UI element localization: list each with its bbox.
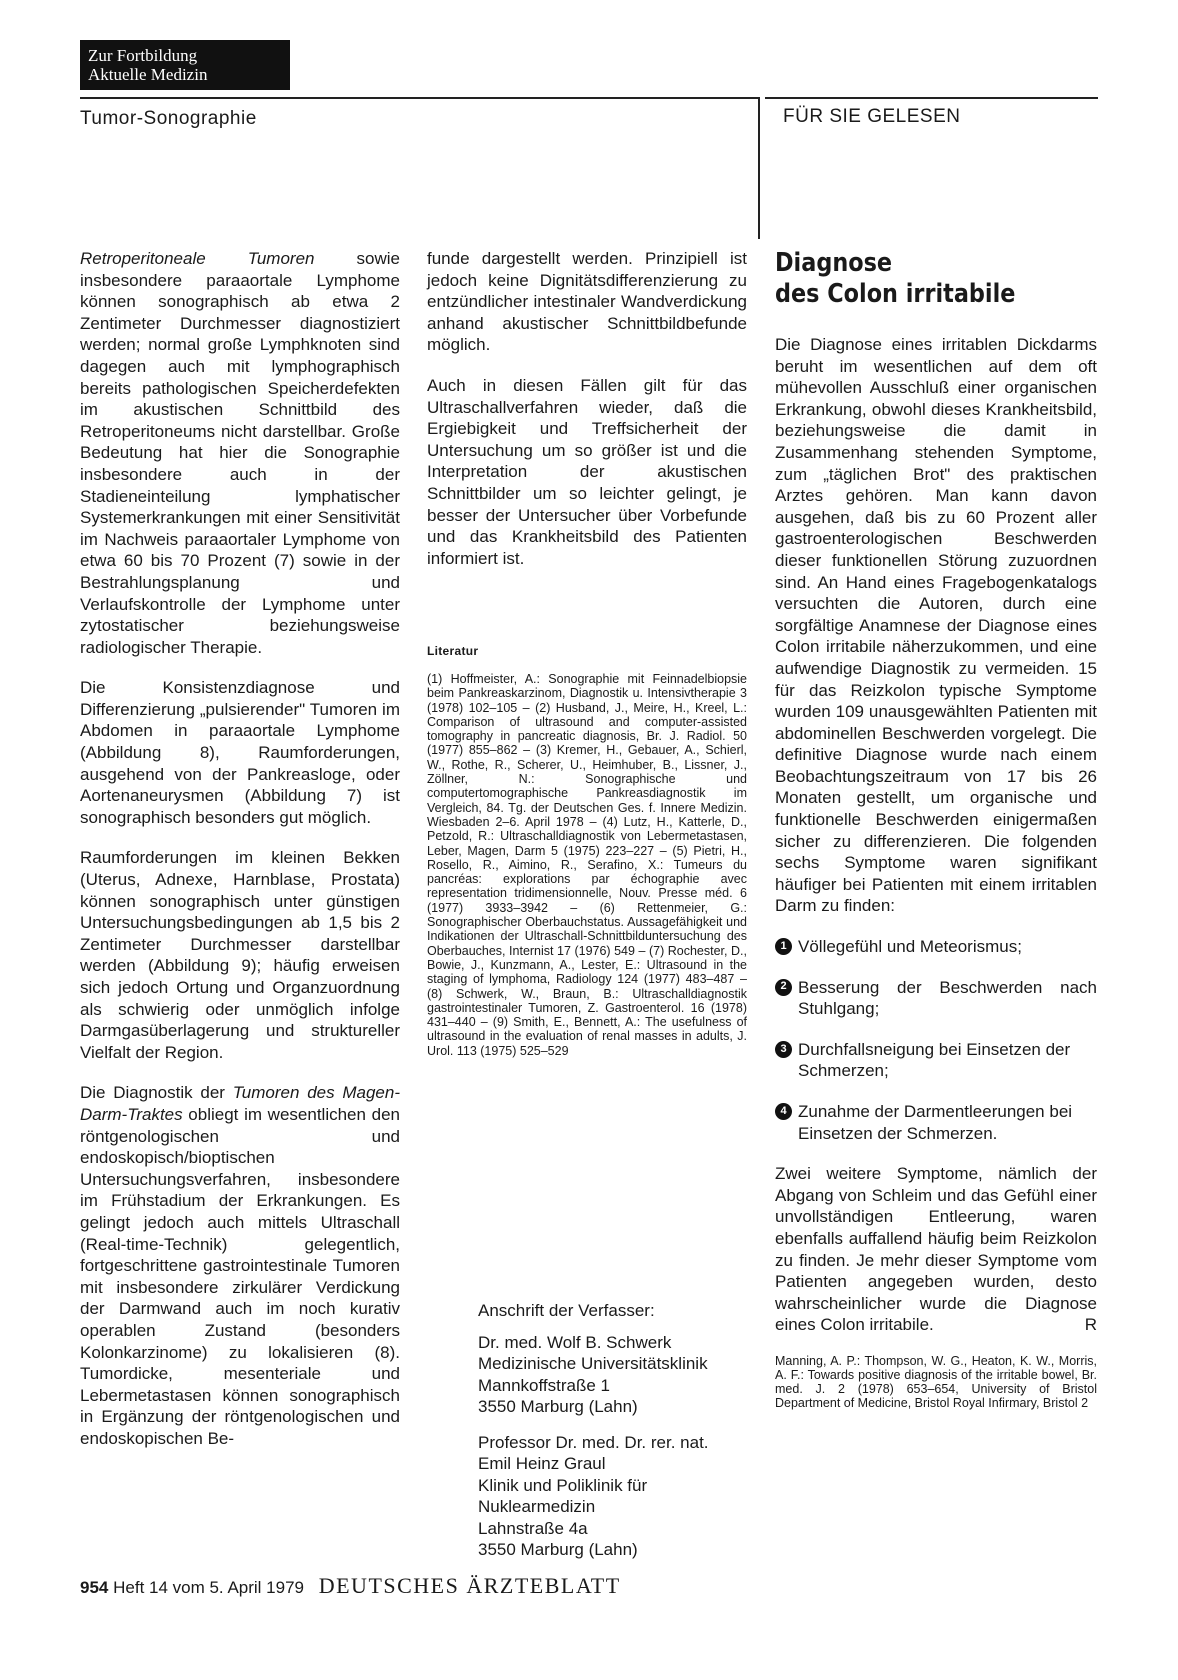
address-line: Lahnstraße 4a (478, 1518, 588, 1538)
journal-masthead: DEUTSCHES ÄRZTEBLATT (318, 1573, 621, 1598)
article-column-1 (80, 248, 400, 1449)
issue-info: Heft 14 vom 5. April 1979 (113, 1578, 304, 1597)
address-line: Professor Dr. med. Dr. rer. nat. (478, 1432, 709, 1452)
address-line: Klinik und Poliklinik für (478, 1475, 648, 1495)
references-heading: Literatur (427, 644, 479, 658)
header-rule-right (765, 97, 1098, 99)
paragraph-text: Die Diagnostik der (80, 1083, 233, 1103)
list-item (775, 936, 1097, 958)
paragraph: Auch in diesen Fällen gilt für das Ultraschallverfahren wieder, daß die Ergiebigkeit und Treffsicherheit der Untersuchung um so größer ist und die Interpretation der akustischen Schnittbilder um so leichter gelingt, je besser der Untersucher über Vorbefunde und das Krankheitsbild des Patienten informiert ist. (427, 375, 747, 568)
paragraph (80, 248, 400, 658)
list-item-text: Völlegefühl und Meteorismus; (798, 937, 1022, 957)
address-line: Dr. med. Wolf B. Schwerk (478, 1332, 672, 1352)
column-divider (758, 97, 760, 239)
paragraph: funde dargestellt werden. Prinzipiell ist jedoch keine Dignitätsdifferenzierung zu entzündlicher intestinaler Wandverdickung anhand akustischer Schnittbildbefunde möglich. (427, 249, 747, 355)
paragraph-text: Zwei weitere Symptome, nämlich der Abgang von Schleim und das Gefühl einer unvollständigen Entleerung, waren ebenfalls auffallend häufig beim Reizkolon zu finden. Je mehr dieser Symptome vom Patienten angegeben wurden, desto wahrscheinlicher wurde die Diagnose eines Colon irritabile. (775, 1164, 1097, 1335)
author-address (478, 1300, 758, 1561)
paragraph: Raumforderungen im kleinen Bekken (Uterus, Adnexe, Harnblase, Prostata) können sonographisch unter günstigen Untersuchungsbedingungen ab 1,5 bis 2 Zentimeter Durchmesser darstellbar werden (Abbildung 9); häufig erweisen sich jedoch Ortung und Organzuordnung als schwierig oder unmöglich infolge Darmgasüberlagerung und struktureller Vielfalt der Region. (80, 848, 400, 1062)
section-title-right: FÜR SIE GELESEN (783, 106, 961, 127)
page-number: 954 (80, 1578, 109, 1597)
paragraph-emphasis: Tumoren des Magen-Darm-Traktes (80, 1083, 400, 1124)
article-column-3 (775, 248, 1097, 1410)
number-bullet-icon: 3 (775, 1041, 792, 1058)
address-heading: Anschrift der Verfasser: (478, 1301, 655, 1320)
address-line: Nuklearmedizin (478, 1497, 596, 1516)
address-block-1 (478, 1332, 758, 1418)
header-rule-left (80, 97, 760, 99)
headline-line-1: Diagnose (775, 248, 893, 278)
badge-line-2: Aktuelle Medizin (88, 65, 208, 84)
paragraph: Die Konsistenzdiagnose und Differenzierung „pulsierender" Tumoren im Abdomen in paraaortale Lymphome (Abbildung 8), Raumforderungen, ausgehend von der Pankreasloge, oder Aortenaneurysmen (Abbildung 7) ist sonographisch besonders gut möglich. (80, 678, 400, 827)
headline-line-2: des Colon irritabile (775, 279, 1016, 309)
number-bullet-icon: 1 (775, 938, 792, 955)
paragraph-text: obliegt im wesentlichen den röntgenologischen und endoskopisch/bioptischen Untersuchungsverfahren, insbesondere im Frühstadium der Erkrankungen. Es gelingt jedoch auch mittels Ultraschall (Real-time-Technik) gelegentlich, fortgeschrittene gastrointestinale Tumoren mit insbesondere zirkulärer Verdickung der Darmwand auch im noch kurativ operablen Zustand (besonders Kolonkarzinome) zu lokalisieren (8). Tumordicke, mesenteriale und Lebermetastasen können sonographisch in Ergänzung der röntgenologischen und endoskopischen Be- (80, 1104, 400, 1448)
list-item-text: Zunahme der Darmentleerungen bei Einsetzen der Schmerzen. (798, 1102, 1073, 1143)
list-item (775, 1039, 1097, 1082)
address-line: Medizinische Universitätsklinik (478, 1354, 708, 1373)
number-bullet-icon: 2 (775, 979, 792, 996)
address-line: Emil Heinz Graul (478, 1454, 606, 1473)
article-headline (775, 248, 1052, 310)
references-block (427, 644, 747, 1058)
address-line: Mannkoffstraße 1 (478, 1375, 610, 1395)
list-item (775, 1101, 1097, 1144)
paragraph-text: sowie insbesondere paraaortale Lymphome können sonographisch ab etwa 2 Zentimeter Durchmesser diagnostiziert werden; normal große Lymphknoten sind dagegen auch mit lymphographisch bereits pathologischen Speicherdefekten im akustischen Schnittbild des Retroperitoneums nicht darstellbar. Große Bedeutung hat hier die Sonographie insbesondere auch in der Stadieneinteilung lymphatischer Systemerkrankungen mit einer Sensitivität im Nachweis paraaortaler Lymphome von etwa 60 bis 70 Prozent (7) sowie in der Bestrahlungsplanung und Verlaufskontrolle der Lymphome unter zytostatischer beziehungsweise radiologischer Therapie. (80, 249, 400, 657)
list-item-text: Durchfallsneigung bei Einsetzen der Schmerzen; (798, 1039, 1071, 1081)
paragraph-emphasis: Retroperitoneale Tumoren (80, 249, 315, 268)
article-body (775, 334, 1097, 1336)
end-mark: R (1084, 1315, 1097, 1335)
paragraph: Die Diagnose eines irritablen Dickdarms beruht im wesentlichen auf dem oft mühevollen Ausschluß einer organischen Erkrankung, obwohl dieses Krankheitsbild, beziehungsweise die damit in Zusammenhang stehenden Symptome, zum „täglichen Brot" des praktischen Arztes gehören. Man kann davon ausgehen, daß bis zu 60 Prozent aller gastroenterologischen Beschwerden dieser funktionellen Störung zuzuordnen sind. An Hand eines Fragebogenkatalogs versuchten die Autoren, durch eine sorgfältige Anamnese der Diagnose eines Colon irritabile näherzukommen, und eine aufwendige Diagnostik zu vermeiden. 15 für das Reizkolon typische Symptome wurden 109 unausgewählten Patienten mit abdominellen Beschwerden vorgelegt. Die definitive Diagnose wurde nach einem Beobachtungszeitraum von 17 bis 26 Monaten gestellt, um organische und funktionelle Beschwerden einigermaßen sicher zu differenzieren. Die folgenden sechs Symptome waren signifikant häufiger bei Patienten mit einem irritablen Darm zu finden: (775, 335, 1097, 916)
page-footer (80, 1573, 621, 1599)
address-line: 3550 Marburg (Lahn) (478, 1540, 638, 1559)
paragraph (775, 1163, 1097, 1336)
address-block-2 (478, 1432, 758, 1561)
references-text: (1) Hoffmeister, A.: Sonographie mit Feinnadelbiopsie beim Pankreaskarzinom, Diagnostik u. Intensivtherapie 3 (1978) 102–105 – (2) Husband, J., Meire, H., Kreel, L.: Comparison of ultrasound and computer-assisted tomography in pancreatic diagnosis, Br. J. Radiol. 50 (1977) 855–862 – (3) Kremer, H., Gebauer, A., Schierl, W., Rothe, R., Scherer, U., Heimhuber, B., Lissner, J., Zöllner, N.: Sonographische und computertomographische Pankreasdiagnostik im Vergleich, 84. Tg. der Deutschen Ges. f. Innere Medizin. Wiesbaden 2–6. April 1978 – (4) Lutz, H., Katterle, D., Petzold, R.: Ultraschalldiagnostik von Lebermetastasen, Leber, Magen, Darm 5 (1975) 223–227 – (5) Pietri, H., Rosello, R., Aimino, R., Serafino, X.: Tumeurs du pancréas: explorations par échographie avec representation tridimensionnelle, Nouv. Presse méd. 6 (1977) 3933–3942 – (6) Rettenmeier, G.: Sonographischer Oberbauchstatus. Aussagefähigkeit und Indikationen der Ultraschall-Schnittbilduntersuchung des Oberbauches, Internist 17 (1976) 549 – (7) Rochester, D., Bowie, J., Kunzmann, A., Lester, E.: Ultrasound in the staging of lymphoma, Radiology 124 (1977) 483–487 – (8) Schwerk, W., Braun, B.: Ultraschalldiagnostik gastrointestinaler Tumoren, Z. Gastroenterol. 16 (1978) 431–440 – (9) Smith, E., Bennett, A.: The usefulness of ultrasound in the evaluation of renal masses in adults, J. Urol. 113 (1975) 525–529 (427, 672, 747, 1058)
paragraph (80, 1082, 400, 1449)
list-item (775, 977, 1097, 1020)
section-badge (80, 40, 290, 90)
list-item-text: Besserung der Beschwerden nach Stuhlgang; (798, 977, 1097, 1019)
section-title-left: Tumor-Sonographie (80, 108, 257, 129)
number-bullet-icon: 4 (775, 1103, 792, 1120)
article-reference: Manning, A. P.: Thompson, W. G., Heaton, K. W., Morris, A. F.: Towards positive diagnosis of the irritable bowel, Br. med. J. 2 (1978) 653–654, University of Bristol Department of Medicine, Bristol Royal Infirmary, Bristol 2 (775, 1353, 1097, 1410)
article-column-2 (427, 248, 747, 569)
badge-line-1: Zur Fortbildung (88, 46, 198, 65)
address-line: 3550 Marburg (Lahn) (478, 1397, 638, 1416)
